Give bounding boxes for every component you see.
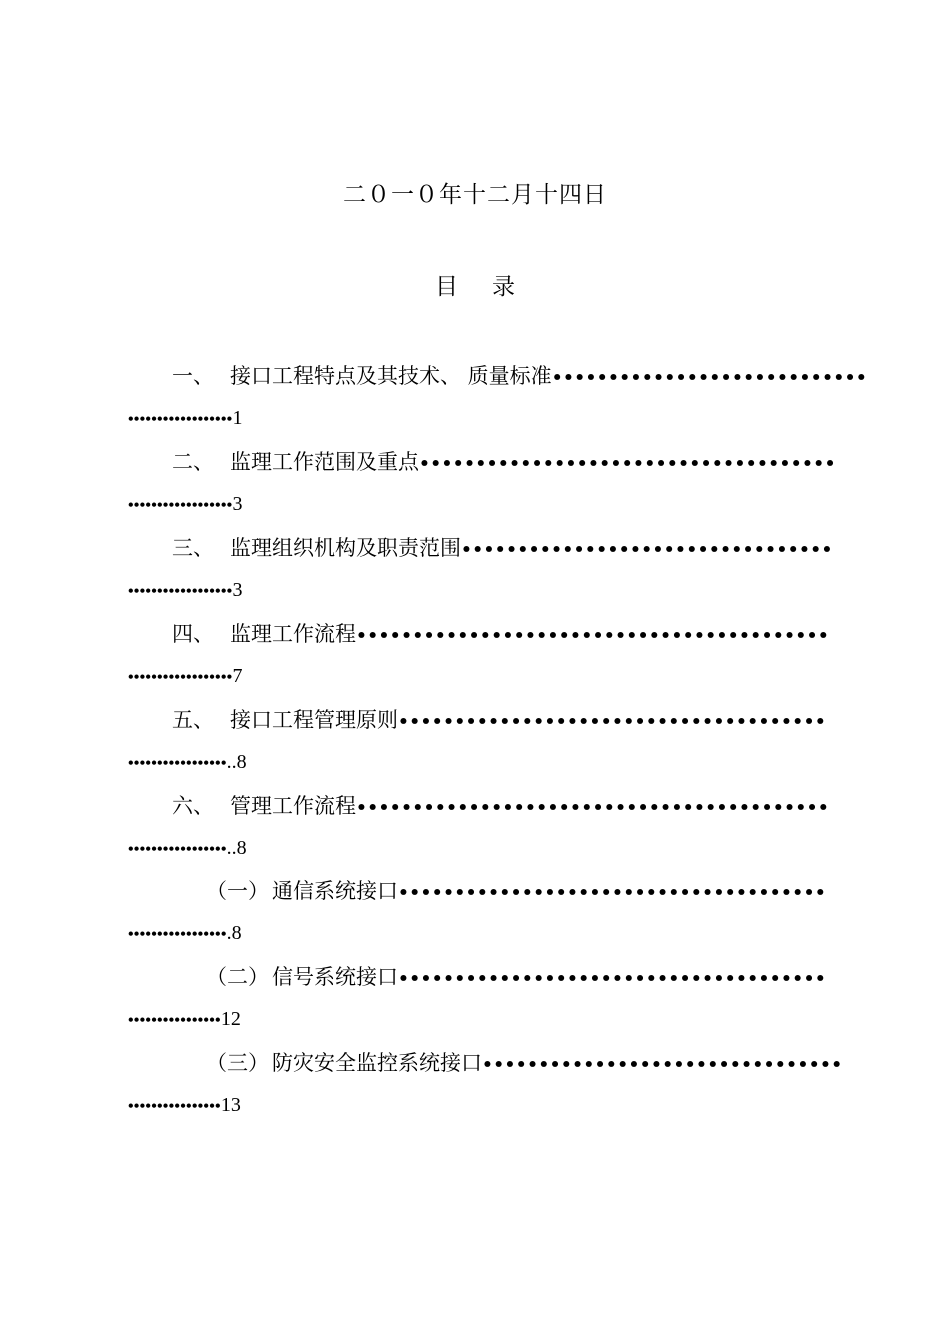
toc-entry-page: 1 (232, 407, 243, 429)
document-date: 二０一０年十二月十四日 (343, 182, 607, 208)
toc-entry-title: 监理工作流程 (230, 622, 356, 646)
toc-entry-leader-cont: •••••••••••••••• (128, 1098, 221, 1115)
toc-entry-leader-cont: ••••••••••••••••• (128, 926, 227, 943)
toc-entry-leader: ••••••••••••••••••••••••••••••••• (461, 540, 833, 560)
toc-entry-title: 防灾安全监控系统接口 (272, 1051, 482, 1075)
toc-entry-leader-cont: •••••••••••••••• (128, 1012, 221, 1029)
toc-entry-number: 三、 (172, 536, 214, 560)
toc-entry-leader: ••••••••••••••••••••••••••••••••••••• (419, 454, 836, 474)
toc-entry-title: 监理工作范围及重点 (230, 450, 419, 474)
toc-entry-leader: •••••••••••••••••••••••••••••••••••••• (398, 883, 827, 903)
toc-entry-leader-cont: ••••••••••••••••• (128, 755, 227, 772)
toc-entry-leader-cont: •••••••••••••••••• (128, 497, 233, 514)
toc-entry-leader: •••••••••••••••••••••••••••••••••••••••••• (356, 798, 830, 818)
toc-entry-title: 接口工程管理原则 (230, 708, 398, 732)
toc-entry-title: 信号系统接口 (272, 965, 398, 989)
toc-entry-number: （一） (206, 879, 269, 903)
toc-entry-number: （三） (206, 1051, 269, 1075)
toc-entry-number: （二） (206, 965, 269, 989)
toc-entry-number: 二、 (172, 450, 214, 474)
toc-entry-title: 通信系统接口 (272, 879, 398, 903)
toc-entry-leader-cont: •••••••••••••••••• (128, 411, 233, 428)
toc-entry-page: 3 (232, 579, 243, 601)
toc-entry-page: 12 (220, 1008, 241, 1030)
toc-entry-page: ..8 (226, 837, 247, 859)
toc-entry-title: 接口工程特点及其技术、 质量标准 (230, 364, 552, 388)
toc-entry-leader: •••••••••••••••••••••••••••• (551, 368, 868, 388)
toc-heading: 目录 (435, 274, 549, 300)
toc-entry-leader: •••••••••••••••••••••••••••••••••••••• (398, 969, 827, 989)
toc-entry-number: 五、 (172, 708, 214, 732)
toc-entry-page: 7 (232, 665, 243, 687)
toc-entry-title: 管理工作流程 (230, 794, 356, 818)
toc-entry-leader-cont: •••••••••••••••••• (128, 669, 233, 686)
toc-entry-page: 13 (220, 1094, 241, 1116)
toc-entry-page: ..8 (226, 751, 247, 773)
toc-entry-leader: •••••••••••••••••••••••••••••••••••••••••• (356, 626, 830, 646)
toc-entry-leader: •••••••••••••••••••••••••••••••• (482, 1055, 843, 1075)
toc-entry-leader: •••••••••••••••••••••••••••••••••••••• (398, 712, 827, 732)
toc-entry-number: 六、 (172, 794, 214, 818)
toc-entry-leader-cont: ••••••••••••••••• (128, 841, 227, 858)
toc-entry-page: 3 (232, 493, 243, 515)
toc-entry-number: 一、 (172, 364, 214, 388)
toc-entry-number: 四、 (172, 622, 214, 646)
toc-entry-page: .8 (226, 922, 242, 944)
toc-entry-leader-cont: •••••••••••••••••• (128, 583, 233, 600)
toc-entry-title: 监理组织机构及职责范围 (230, 536, 461, 560)
